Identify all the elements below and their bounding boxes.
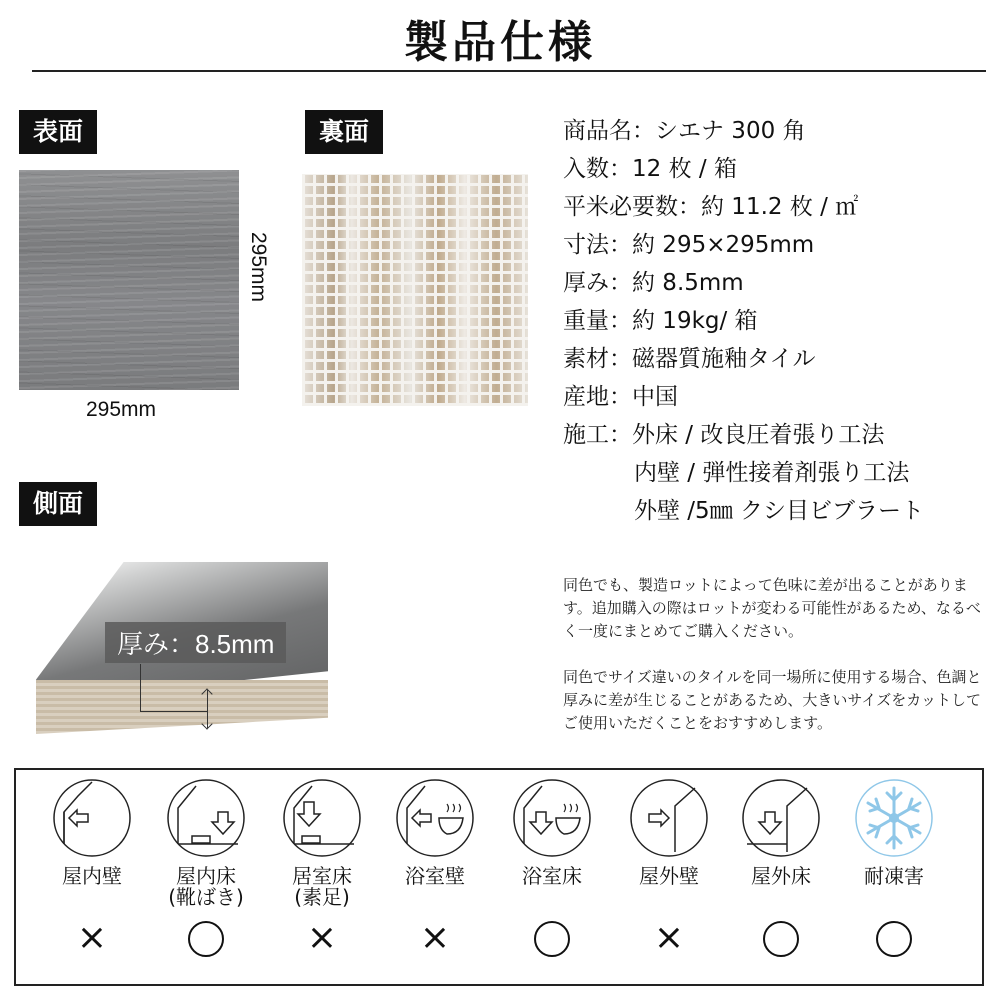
- snowflake-icon: [854, 778, 934, 858]
- usage-item: [380, 778, 490, 958]
- spec-origin: 産地：中国: [563, 384, 678, 410]
- width-dimension: 295mm: [86, 398, 157, 421]
- room-floor-barefoot-icon: [282, 778, 362, 858]
- usage-item: [839, 778, 949, 958]
- outdoor-wall-icon: [629, 778, 709, 858]
- page-title: 製品仕様: [404, 17, 596, 68]
- back-label: 裏面: [305, 110, 383, 154]
- spec-material: 素材：磁器質施釉タイル: [563, 346, 816, 372]
- spec-per-sqm: 平米必要数：約 11.2 枚 / ㎡: [563, 194, 859, 220]
- usage-item: [726, 778, 836, 958]
- note-lot-color: 同色でも、製造ロットによって色味に差が出ることがあります。追加購入の際はロットが変わる可能性があるため、なるべく一度にまとめてご購入ください。: [563, 576, 981, 640]
- tile-front-image: [19, 170, 239, 390]
- usage-label: 耐凍害: [864, 864, 924, 888]
- usage-label: 浴室床: [522, 864, 582, 888]
- side-label: 側面: [19, 482, 97, 526]
- spec-construction-2: 内壁 / 弾性接着剤張り工法: [634, 460, 910, 486]
- title-divider: [32, 70, 986, 72]
- height-dimension: 295mm: [247, 232, 270, 303]
- spec-quantity: 入数：12 枚 / 箱: [563, 156, 737, 182]
- usage-sub: (靴ばき): [168, 885, 244, 909]
- usage-item: [614, 778, 724, 958]
- usage-sub: (素足): [294, 885, 350, 909]
- spec-weight: 重量：約 19kg/ 箱: [563, 308, 758, 334]
- usage-item: [267, 778, 377, 958]
- tile-back-image: [302, 174, 528, 406]
- spec-thickness: 厚み：約 8.5mm: [563, 270, 744, 296]
- thickness-leader-horizontal: [140, 711, 208, 712]
- indoor-floor-shoes-icon: [166, 778, 246, 858]
- bathroom-floor-icon: [512, 778, 592, 858]
- usage-label: 屋外床: [751, 864, 811, 888]
- not-suitable-mark: ×: [419, 917, 451, 958]
- spec-construction-3: 外壁 /5㎜ クシ目ビブラート: [634, 498, 925, 524]
- usage-item: [497, 778, 607, 958]
- spec-construction: 施工：外床 / 改良圧着張り工法: [563, 422, 885, 448]
- not-suitable-mark: ×: [653, 917, 685, 958]
- tile-side-edge: [36, 680, 328, 734]
- not-suitable-mark: ×: [76, 917, 108, 958]
- usage-label: 屋内壁: [62, 864, 122, 888]
- usage-label: 屋外壁: [639, 864, 699, 888]
- usage-label: 居室床: [292, 864, 352, 888]
- usage-label: 屋内床: [176, 864, 236, 888]
- thickness-leader: [140, 664, 141, 712]
- thickness-label: 厚み：8.5mm: [105, 622, 286, 663]
- thickness-arrow-icon: [207, 690, 208, 728]
- note-size-mixing: 同色でサイズ違いのタイルを同一場所に使用する場合、色調と厚みに差が生じることがあるため、大きいサイズをカットしてご使用いただくことをおすすめします。: [563, 668, 982, 732]
- indoor-wall-icon: [52, 778, 132, 858]
- suitable-mark: [534, 921, 570, 957]
- not-suitable-mark: ×: [306, 917, 338, 958]
- usage-label: 浴室壁: [405, 864, 465, 888]
- suitable-mark: [876, 921, 912, 957]
- spec-product-name: 商品名：シエナ 300 角: [563, 118, 806, 144]
- outdoor-floor-icon: [741, 778, 821, 858]
- suitable-mark: [763, 921, 799, 957]
- suitable-mark: [188, 921, 224, 957]
- spec-size: 寸法：約 295×295mm: [563, 232, 815, 258]
- usage-item: [151, 778, 261, 958]
- bathroom-wall-icon: [395, 778, 475, 858]
- usage-item: [37, 778, 147, 958]
- front-label: 表面: [19, 110, 97, 154]
